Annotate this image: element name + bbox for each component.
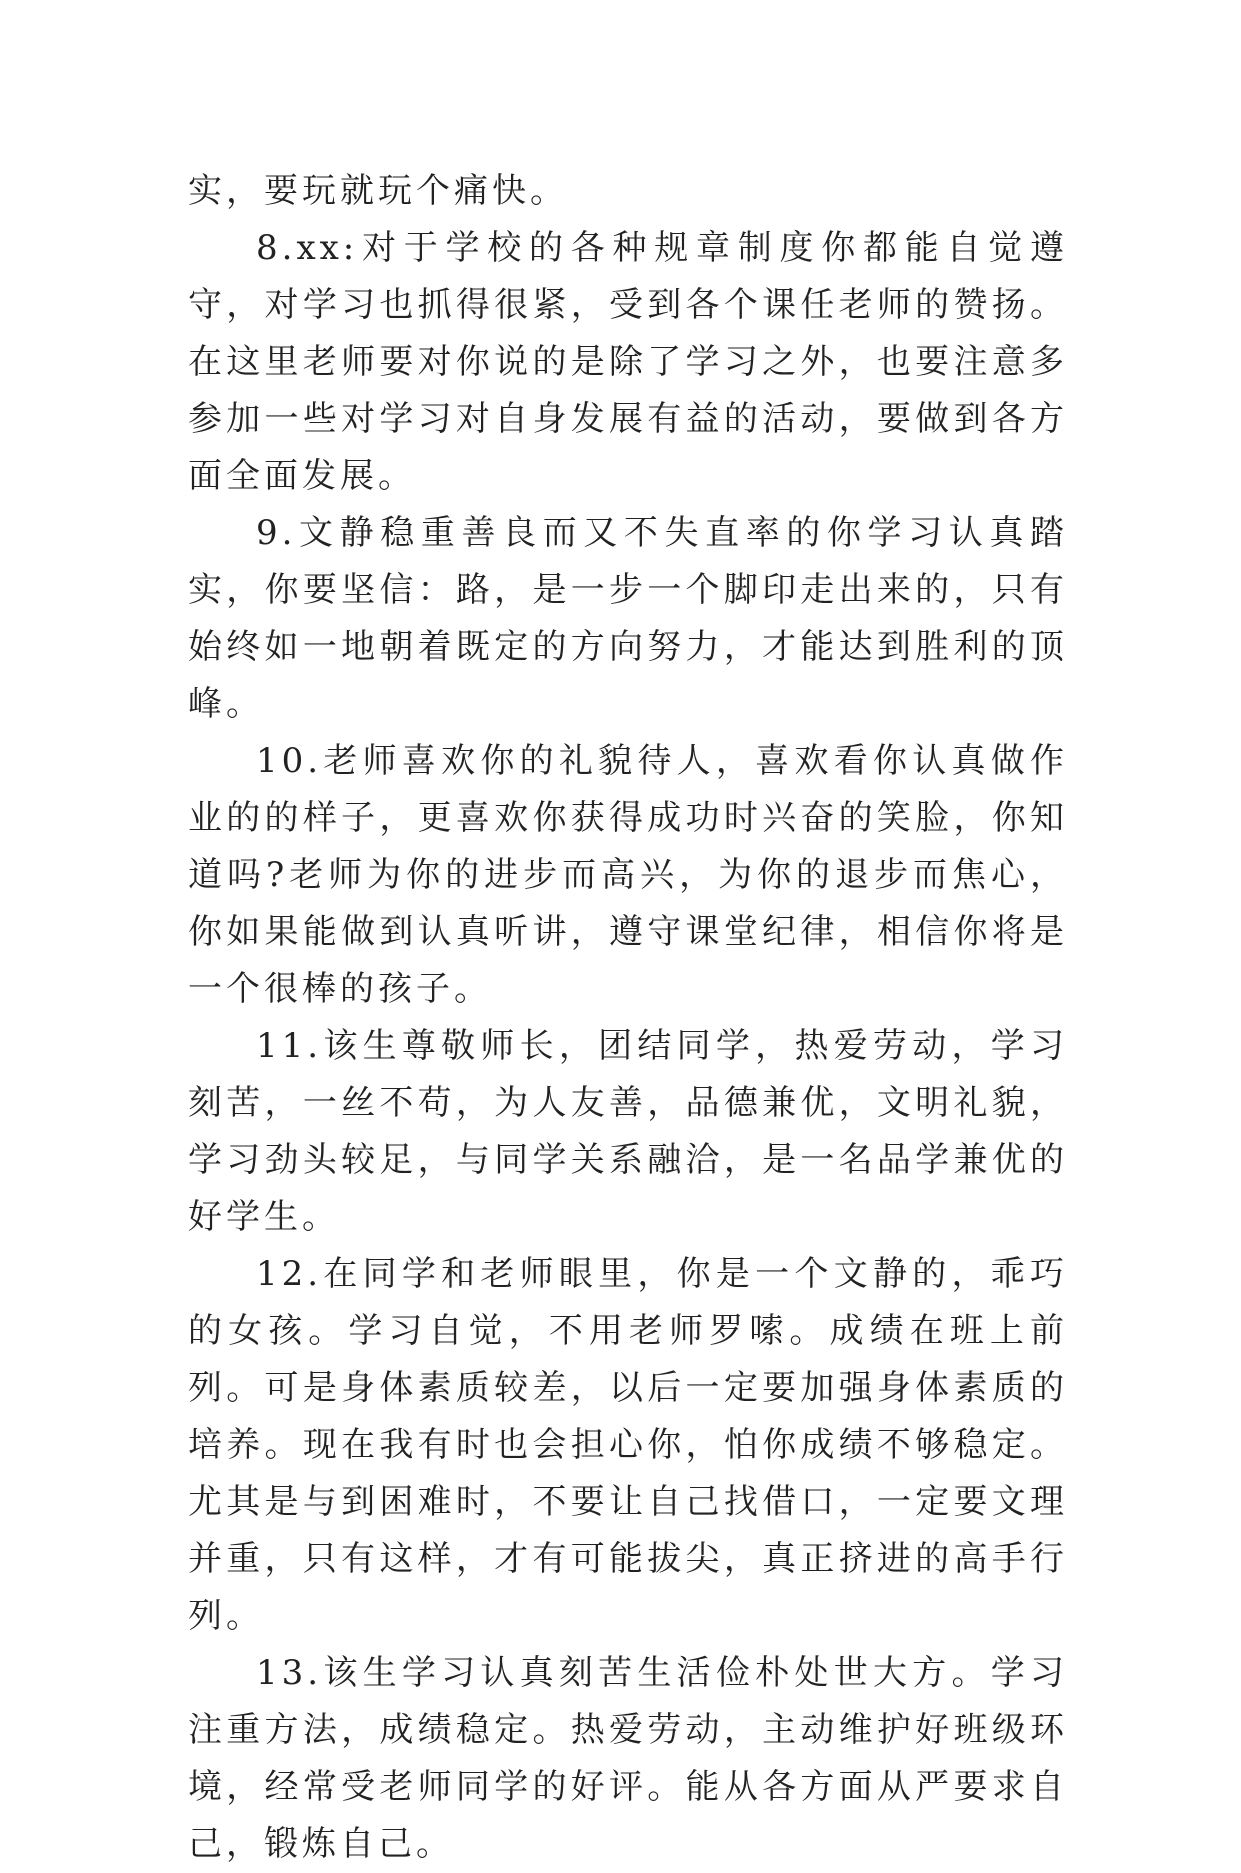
paragraph-continuation: 实，要玩就玩个痛快。: [188, 171, 568, 211]
paragraph-comment-8: 8.xx:对于学校的各种规章制度你都能自觉遵守，对学习也抓得很紧，受到各个课任老师的赞扬。在这里老师要对你说的是除了学习之外，也要注意多参加一些对学习对自身发展有益的活动，要做到各方面全面发展。: [188, 228, 1068, 496]
paragraph-comment-9: 9.文静稳重善良而又不失直率的你学习认真踏实，你要坚信：路，是一步一个脚印走出来的，只有始终如一地朝着既定的方向努力，才能达到胜利的顶峰。: [188, 513, 1068, 724]
paragraph-comment-12: 12.在同学和老师眼里，你是一个文静的，乖巧的女孩。学习自觉，不用老师罗嗦。成绩在班上前列。可是身体素质较差，以后一定要加强身体素质的培养。现在我有时也会担心你，怕你成绩不够稳定。尤其是与到困难时，不要让自己找借口，一定要文理并重，只有这样，才有可能拔尖，真正挤进的高手行列。: [188, 1254, 1068, 1636]
paragraph-comment-13: 13.该生学习认真刻苦生活俭朴处世大方。学习注重方法，成绩稳定。热爱劳动，主动维护好班级环境，经常受老师同学的好评。能从各方面从严要求自己，锻炼自己。: [188, 1653, 1068, 1864]
paragraph-comment-10: 10.老师喜欢你的礼貌待人，喜欢看你认真做作业的的样子，更喜欢你获得成功时兴奋的笑脸，你知道吗?老师为你的进步而高兴，为你的退步而焦心，你如果能做到认真听讲，遵守课堂纪律，相信你将是一个很棒的孩子。: [188, 741, 1068, 1009]
paragraph-comment-11: 11.该生尊敬师长，团结同学，热爱劳动，学习刻苦，一丝不苟，为人友善，品德兼优，文明礼貌，学习劲头较足，与同学关系融洽，是一名品学兼优的好学生。: [188, 1026, 1068, 1237]
document-body: [188, 163, 1068, 1873]
